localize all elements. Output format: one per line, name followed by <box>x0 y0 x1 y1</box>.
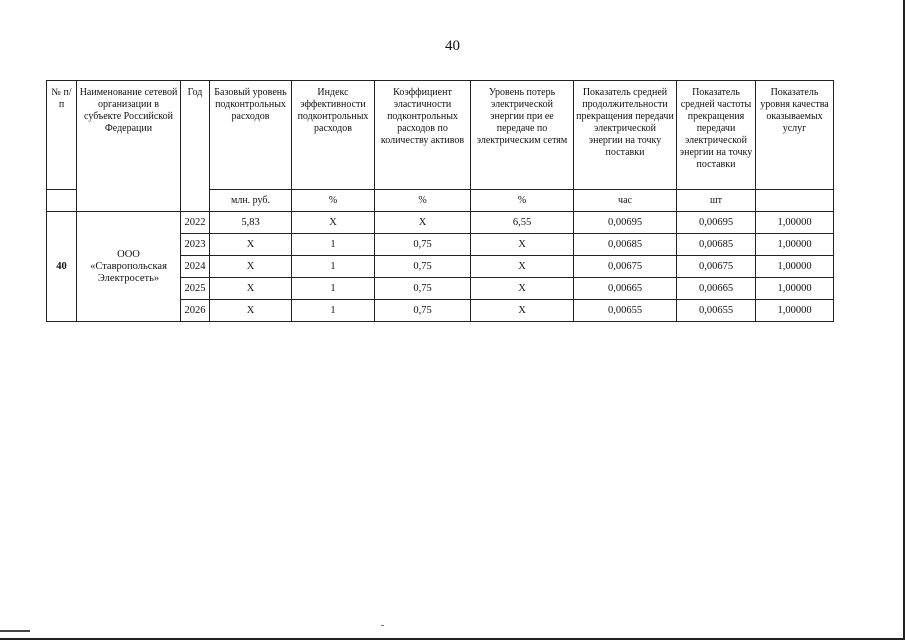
header-quality: Показатель уровня качества оказываемых услуг <box>756 81 834 190</box>
cell-base: Х <box>210 256 292 278</box>
cell-frequency: 0,00695 <box>677 212 756 234</box>
cell-coef: 0,75 <box>375 256 471 278</box>
cell-frequency: 0,00655 <box>677 300 756 322</box>
entry-num: 40 <box>47 212 77 322</box>
header-year: Год <box>181 81 210 212</box>
header-org: Наименование сетевой организации в субъекте Российской Федерации <box>77 81 181 212</box>
cell-loss: Х <box>471 256 574 278</box>
scan-speck <box>381 625 384 626</box>
unit-duration: час <box>574 190 677 212</box>
cell-duration: 0,00665 <box>574 278 677 300</box>
cell-quality: 1,00000 <box>756 278 834 300</box>
cell-quality: 1,00000 <box>756 300 834 322</box>
header-loss: Уровень потерь электрической энергии при ее передаче по электрическим сетям <box>471 81 574 190</box>
unit-coef: % <box>375 190 471 212</box>
cell-year: 2023 <box>181 234 210 256</box>
cell-loss: Х <box>471 234 574 256</box>
cell-year: 2025 <box>181 278 210 300</box>
unit-base: млн. руб. <box>210 190 292 212</box>
cell-index: 1 <box>292 256 375 278</box>
cell-base: Х <box>210 300 292 322</box>
cell-coef: 0,75 <box>375 278 471 300</box>
header-index: Индекс эффективности подконтрольных расходов <box>292 81 375 190</box>
header-frequency: Показатель средней частоты прекращения передачи электрической энергии на точку поставки <box>677 81 756 190</box>
cell-index: 1 <box>292 300 375 322</box>
cell-quality: 1,00000 <box>756 256 834 278</box>
page-number: 40 <box>445 38 460 54</box>
cell-duration: 0,00675 <box>574 256 677 278</box>
cell-index: Х <box>292 212 375 234</box>
cell-index: 1 <box>292 234 375 256</box>
unit-index: % <box>292 190 375 212</box>
cell-quality: 1,00000 <box>756 234 834 256</box>
cell-year: 2026 <box>181 300 210 322</box>
cell-loss: Х <box>471 278 574 300</box>
cell-loss: 6,55 <box>471 212 574 234</box>
cell-index: 1 <box>292 278 375 300</box>
unit-quality <box>756 190 834 212</box>
cell-quality: 1,00000 <box>756 212 834 234</box>
scan-edge-mark <box>0 630 30 632</box>
entry-org: ООО «Ставропольская Электросеть» <box>77 212 181 322</box>
cell-frequency: 0,00665 <box>677 278 756 300</box>
cell-frequency: 0,00685 <box>677 234 756 256</box>
cell-coef: 0,75 <box>375 300 471 322</box>
cell-coef: 0,75 <box>375 234 471 256</box>
cell-base: 5,83 <box>210 212 292 234</box>
cell-base: Х <box>210 278 292 300</box>
table-row <box>47 212 834 234</box>
header-base: Базовый уровень подконтрольных расходов <box>210 81 292 190</box>
header-num: № п/п <box>47 81 77 190</box>
header-duration: Показатель средней продолжительности прекращения передачи электрической энергии на точку поставки <box>574 81 677 190</box>
unit-loss: % <box>471 190 574 212</box>
unit-num <box>47 190 77 212</box>
cell-duration: 0,00685 <box>574 234 677 256</box>
header-coef: Коэффициент эластичности подконтрольных расходов по количеству активов <box>375 81 471 190</box>
cell-duration: 0,00655 <box>574 300 677 322</box>
tariff-parameters-table <box>46 80 834 322</box>
cell-coef: Х <box>375 212 471 234</box>
cell-year: 2022 <box>181 212 210 234</box>
cell-frequency: 0,00675 <box>677 256 756 278</box>
cell-duration: 0,00695 <box>574 212 677 234</box>
unit-frequency: шт <box>677 190 756 212</box>
header-row <box>47 81 834 190</box>
cell-loss: Х <box>471 300 574 322</box>
cell-year: 2024 <box>181 256 210 278</box>
cell-base: Х <box>210 234 292 256</box>
